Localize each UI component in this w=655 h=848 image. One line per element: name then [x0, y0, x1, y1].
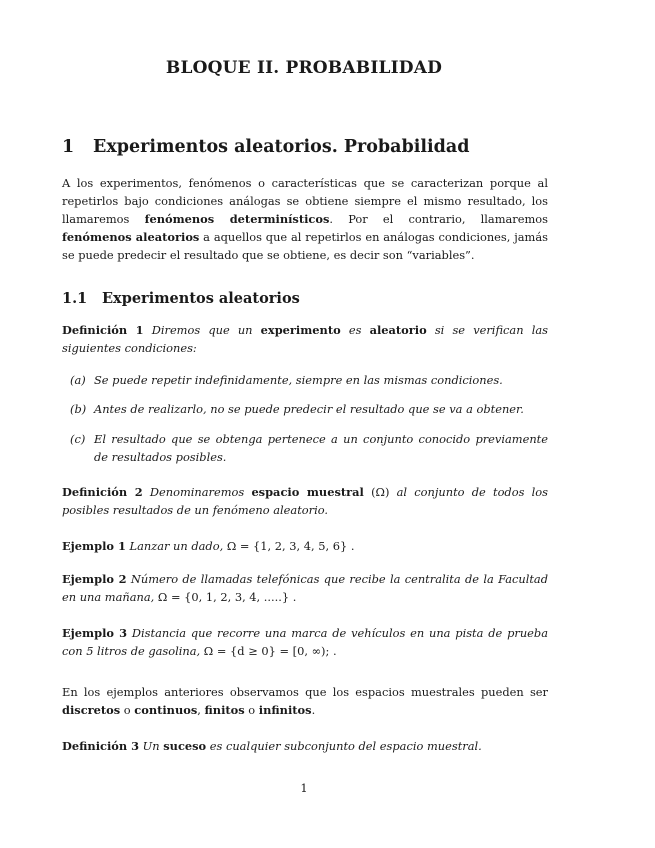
condition-c-mark: (c)	[70, 432, 86, 446]
term-discrete: discretos	[62, 703, 121, 717]
section-title: Experimentos aleatorios. Probabilidad	[93, 137, 470, 157]
example-2-text: Número de llamadas telefónicas que recibe la centralita de la Facultad en una mañana,	[62, 572, 549, 604]
term-aleatorio: aleatorio	[369, 323, 427, 337]
omega-symbol: (Ω)	[363, 485, 390, 499]
definition-3-text-2: es cualquier subconjunto del espacio muestral.	[206, 739, 482, 753]
condition-c-text: El resultado que se obtenga pertenece a un conjunto conocido previamente de resultados posibles.	[94, 432, 548, 464]
example-2-math: Ω = {0, 1, 2, 3, 4, .....} .	[157, 590, 297, 604]
example-1-math: Ω = {1, 2, 3, 4, 5, 6} .	[226, 539, 355, 553]
definition-3-label: Definición 3	[62, 739, 140, 753]
definition-1-text-1: Diremos que un	[143, 323, 261, 337]
term-finite: finitos	[204, 703, 245, 717]
example-2	[62, 570, 548, 606]
intro-text-1: A los experimentos, fenómenos o características que se caracterizan porque al repetirlos bajo condiciones análogas se obtiene siempre el mismo resultado, los llamaremos	[62, 176, 548, 226]
definition-2	[62, 483, 548, 519]
definition-1-text-2: es	[340, 323, 370, 337]
page-number: 1	[300, 781, 308, 795]
section-number: 1	[62, 137, 75, 157]
section-heading	[62, 137, 470, 157]
condition-b-mark: (b)	[70, 402, 87, 416]
subsection-number: 1.1	[62, 290, 88, 307]
example-3-label: Ejemplo 3	[62, 626, 128, 640]
definition-2-label: Definición 2	[62, 485, 143, 499]
condition-a	[70, 371, 548, 389]
observation-text-5: .	[311, 703, 316, 717]
definition-1-text-3: si se verifican las siguientes condiciones:	[62, 323, 548, 355]
intro-text-2: . Por el contrario, llamaremos	[329, 212, 548, 226]
observation-text-4: o	[244, 703, 259, 717]
example-2-label: Ejemplo 2	[62, 572, 127, 586]
subsection-heading	[62, 290, 300, 307]
term-experiment: experimento	[260, 323, 341, 337]
document-title: BLOQUE II. PROBABILIDAD	[165, 58, 443, 78]
intro-paragraph	[62, 174, 548, 264]
term-random: fenómenos aleatorios	[62, 230, 200, 244]
observation-paragraph	[62, 683, 548, 719]
example-1	[62, 537, 548, 555]
condition-a-mark: (a)	[70, 373, 86, 387]
intro-text-3: a aquellos que al repetirlos en análogas condiciones, jamás se puede predecir el resultado que se obtiene, es decir son “variables”.	[62, 230, 548, 262]
example-1-label: Ejemplo 1	[62, 539, 126, 553]
example-3	[62, 624, 548, 660]
example-3-text: Distancia que recorre una marca de vehículos en una pista de prueba con 5 litros de gasolina,	[62, 626, 548, 658]
term-event: suceso	[163, 739, 207, 753]
subsection-title: Experimentos aleatorios	[102, 290, 300, 307]
observation-text-3: ,	[197, 703, 205, 717]
condition-b	[70, 400, 548, 418]
term-infinite: infinitos	[258, 703, 312, 717]
definition-1-label: Definición 1	[62, 323, 144, 337]
term-deterministic: fenómenos determinísticos	[144, 212, 330, 226]
condition-a-text: Se puede repetir indefinidamente, siempre en las mismas condiciones.	[94, 373, 503, 387]
definition-2-text-1: Denominaremos	[142, 485, 252, 499]
definition-3-text-1: Un	[139, 739, 164, 753]
term-sample-space: espacio muestral	[251, 485, 364, 499]
term-continuous: continuos	[134, 703, 198, 717]
condition-b-text: Antes de realizarlo, no se puede predecir el resultado que se va a obtener.	[94, 402, 524, 416]
definition-3	[62, 737, 548, 755]
observation-text-2: o	[120, 703, 135, 717]
condition-c	[70, 430, 548, 466]
example-1-text: Lanzar un dado,	[125, 539, 227, 553]
definition-1	[62, 321, 548, 357]
example-3-math: Ω = {d ≥ 0} = [0, ∞); .	[203, 644, 337, 658]
observation-text-1: En los ejemplos anteriores observamos que los espacios muestrales pueden ser	[62, 685, 548, 699]
definition-2-text-2: al conjunto de todos los posibles resultados de un fenómeno aleatorio.	[62, 485, 548, 517]
